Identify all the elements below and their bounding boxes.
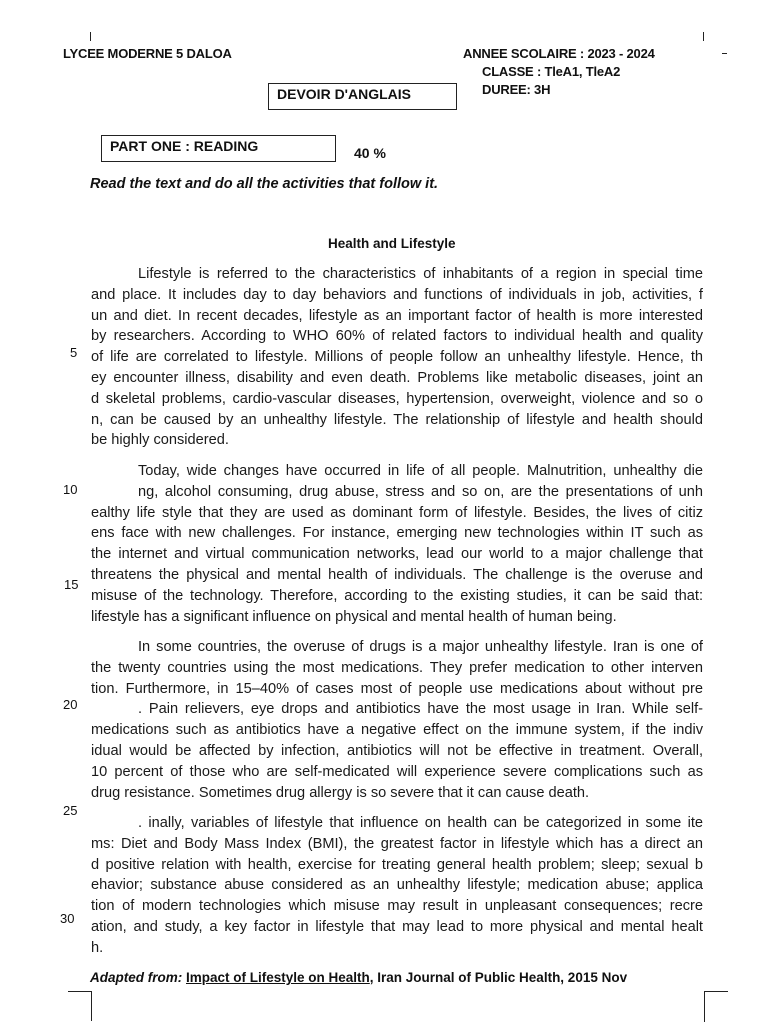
- corner-mark-bottom-right: [704, 991, 728, 1022]
- line-number-5: 5: [70, 345, 78, 360]
- text-line: of life are correlated to lifestyle. Millions of people follow an unhealthy lifestyle. Hence, th: [91, 349, 703, 366]
- text-line: h.: [91, 939, 104, 956]
- class-label: CLASSE : TleA1, TleA2: [482, 64, 621, 79]
- part-box: [101, 135, 336, 162]
- exam-title: DEVOIR D'ANGLAIS: [277, 86, 412, 102]
- text-line: ey encounter illness, disability and even death. Problems like metabolic diseases, joint an: [91, 369, 703, 386]
- text-line: d skeletal problems, cardio-vascular diseases, hypertension, overweight, violence and so o: [91, 390, 703, 407]
- paragraph-4: [91, 813, 703, 959]
- school-name: LYCEE MODERNE 5 DALOA: [63, 46, 232, 61]
- instruction: Read the text and do all the activities that follow it.: [90, 176, 439, 192]
- source-citation: [90, 970, 627, 985]
- text-line: n, can be caused by an unhealthy lifestyle. The relationship of lifestyle and health should: [91, 411, 703, 428]
- corner-mark-bottom-left: [68, 991, 92, 1021]
- text-line: . Pain relievers, eye drops and antibiotics have the most usage in Iran. While self-: [138, 701, 703, 718]
- text-line: In some countries, the overuse of drugs is a major unhealthy lifestyle. Iran is one of: [138, 639, 703, 655]
- article-title: Health and Lifestyle: [328, 236, 456, 251]
- text-line: Today, wide changes have occurred in life of all people. Malnutrition, unhealthy die: [138, 463, 703, 479]
- text-line: drug resistance. Sometimes drug allergy is so severe that it can cause death.: [91, 784, 590, 801]
- text-line: ealthy life style that they are used as dominant form of lifestyle. Besides, the lives of citiz: [91, 504, 703, 521]
- source-rest: , Iran Journal of Public Health, 2015 Nov: [369, 970, 628, 985]
- scan-mark-top-right: [703, 32, 704, 41]
- text-line: ms: Diet and Body Mass Index (BMI), the greatest factor in lifestyle which has a direct an: [91, 835, 703, 852]
- line-number-15: 15: [64, 577, 79, 592]
- line-number-30: 30: [60, 911, 75, 926]
- scan-mark-top-left: [90, 32, 91, 41]
- text-line: the twenty countries using the most medications. They prefer medication to other interven: [91, 659, 703, 676]
- text-line: tion of modern technologies which misuse may result in unpleasant consequences; recre: [91, 898, 703, 915]
- text-line: Lifestyle is referred to the characteristics of inhabitants of a region in special time: [138, 266, 703, 282]
- text-line: the internet and virtual communication networks, lead our world to a major challenge that: [91, 546, 703, 563]
- text-line: lifestyle has a significant influence on physical and mental health of human being.: [91, 608, 617, 625]
- text-line: and place. It includes day to day behaviors and functions of individuals in job, activities, f: [91, 286, 703, 303]
- text-line: tion. Furthermore, in 15–40% of cases most of people use medications about without pre: [91, 680, 703, 697]
- text-line: ation, and study, a key factor in lifestyle that may lead to more physical and mental healt: [91, 918, 703, 935]
- paragraph-3: [91, 637, 703, 803]
- source-prefix: Adapted from:: [90, 970, 186, 985]
- text-line: . inally, variables of lifestyle that influence on health can be categorized in some ite: [138, 815, 703, 831]
- text-line: idual would be affected by infection, antibiotics will not be effective in treatment. Overall,: [91, 742, 703, 759]
- text-line: be highly considered.: [91, 432, 229, 449]
- text-line: threatens the physical and mental health of individuals. The challenge is the overuse and: [91, 566, 703, 583]
- paragraph-2: [91, 461, 703, 627]
- text-line: un and diet. In recent decades, lifestyle as an important factor of health is more interested: [91, 307, 703, 324]
- source-title: Impact of Lifestyle on Health: [186, 970, 370, 985]
- text-line: ng, alcohol consuming, drug abuse, stress and so on, are the presentations of unh: [138, 483, 703, 500]
- text-line: misuse of the technology. Therefore, according to the existing studies, it can be said that:: [91, 587, 703, 604]
- scan-mark-right-dash: [722, 53, 727, 54]
- duration-label: DUREE: 3H: [482, 82, 551, 97]
- school-year: ANNEE SCOLAIRE : 2023 - 2024: [463, 46, 655, 61]
- text-line: by researchers. According to WHO 60% of related factors to individual health and quality: [91, 328, 703, 345]
- text-line: medications such as antibiotics have a negative effect on the immune system, if the indiv: [91, 722, 703, 739]
- line-number-10: 10: [63, 482, 78, 497]
- part-percent: 40 %: [354, 145, 386, 161]
- text-line: d positive relation with health, exercise for treating general health problem; sleep; sexual b: [91, 856, 703, 873]
- line-number-25: 25: [63, 803, 78, 818]
- exam-title-box: [268, 83, 457, 110]
- paragraph-1: [91, 264, 703, 451]
- text-line: ehavior; substance abuse considered as an unhealthy lifestyle; medication abuse; applica: [91, 877, 703, 894]
- text-line: ens face with new challenges. For instance, emerging new technologies within IT such as: [91, 525, 703, 542]
- corner-mark-bottom-left-h: [68, 991, 91, 992]
- text-line: 10 percent of those who are self-medicated will experience severe complications such as: [91, 763, 703, 780]
- line-number-20: 20: [63, 697, 78, 712]
- part-title: PART ONE : READING: [110, 138, 259, 154]
